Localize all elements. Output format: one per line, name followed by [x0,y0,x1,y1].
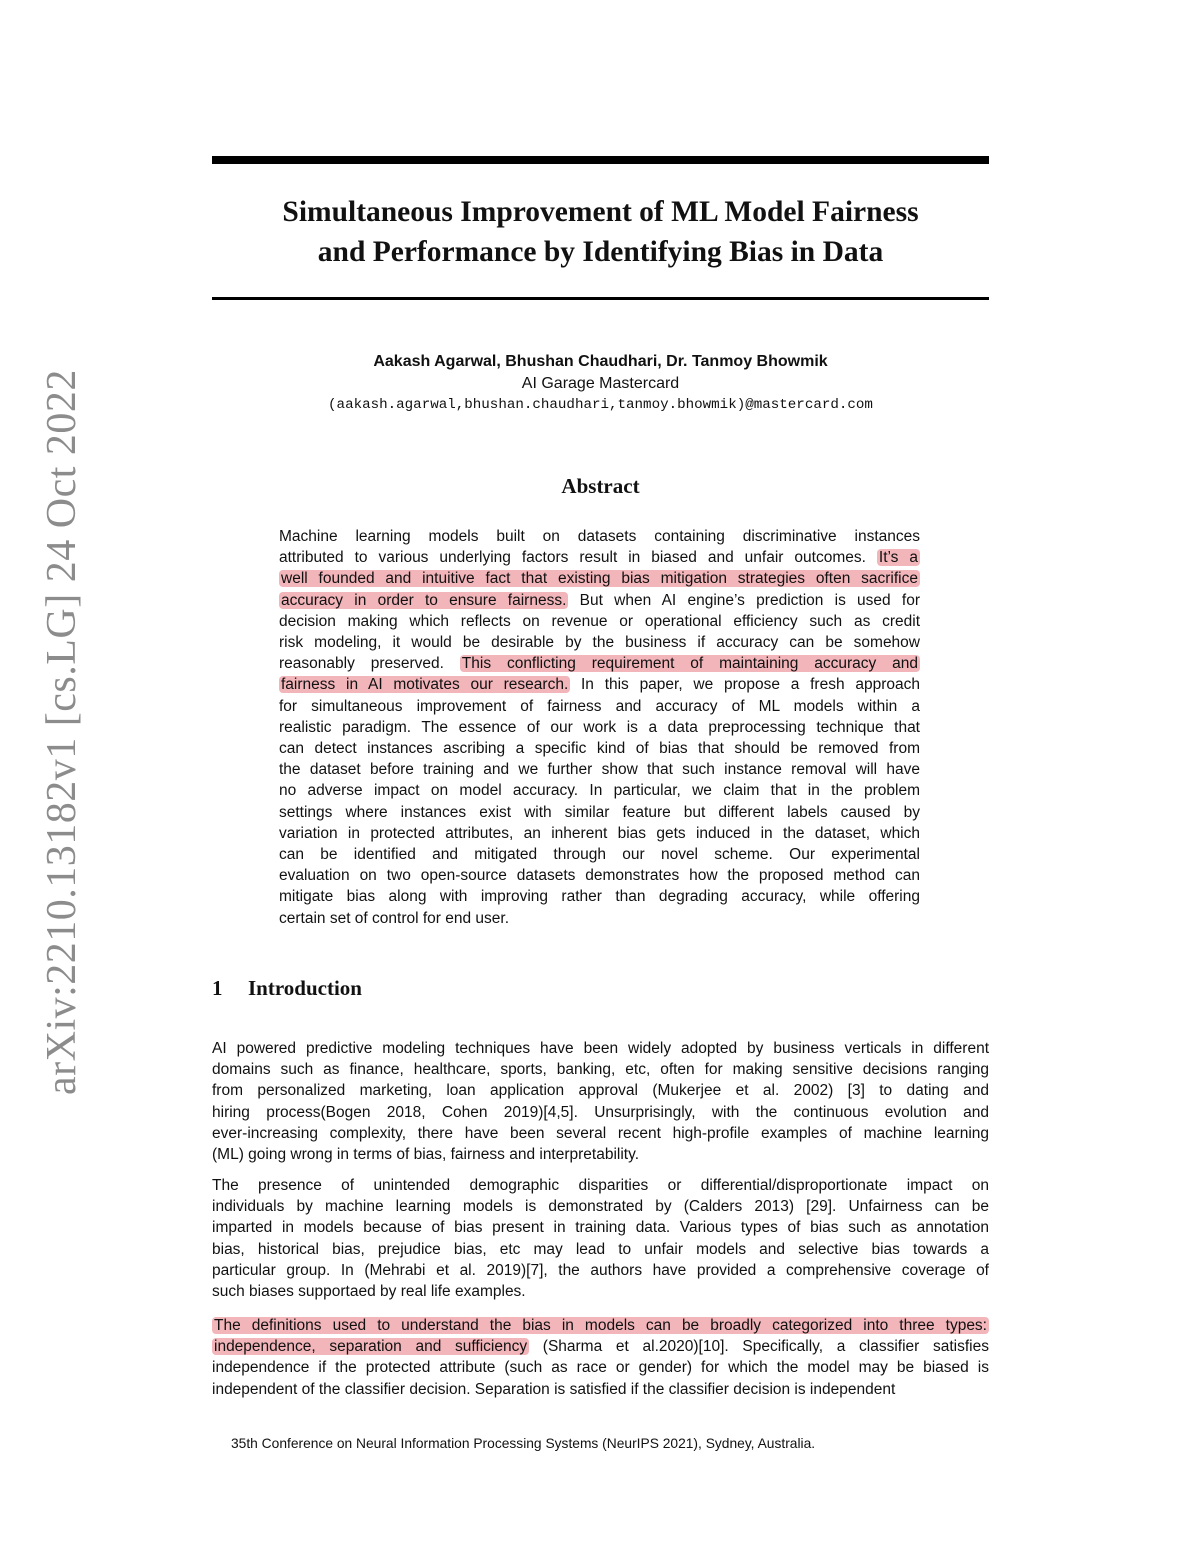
text-segment: from personalized marketing, loan application approval (Mukerjee et al. 2002) [3] to dating and [212,1082,989,1100]
section-title: Introduction [248,976,362,1000]
text-segment: hiring process(Bogen 2018, Cohen 2019)[4,5]. Unsurprisingly, with the continuous evolution and [212,1103,989,1121]
text-segment: mitigate bias along with improving rather than degrading accuracy, while offering [279,888,920,906]
text-segment: no adverse impact on model accuracy. In particular, we claim that in the problem [279,782,920,800]
text-segment: bias, historical bias, prejudice bias, etc may lead to unfair models and selective bias towards a [212,1240,989,1258]
text-line [279,674,920,695]
text-segment: attributed to various underlying factors result in biased and unfair outcomes. [279,549,877,567]
highlighted-text: The definitions used to understand the bias in models can be broadly categorized into three types: [214,1317,987,1334]
text-segment: such biases supportaed by real life examples. [212,1283,526,1301]
text-segment: particular group. In (Mehrabi et al. 2019)[7], the authors have provided a comprehensive coverage of [212,1261,989,1279]
text-segment: (ML) going wrong in terms of bias, fairness and interpretability. [212,1146,640,1164]
text-line [279,908,920,929]
highlighted-text: This conflicting requirement of maintaining accuracy and [461,655,918,673]
text-line [279,547,920,568]
text-line [212,1196,989,1217]
text-line [279,717,920,738]
text-line [279,823,920,844]
author-affiliation: AI Garage Mastercard [521,375,680,392]
text-segment: The presence of unintended demographic disparities or differential/disproportionate impact on [212,1177,989,1194]
text-line [212,1260,989,1281]
text-line [212,1038,989,1059]
text-line [279,590,920,611]
text-segment: imparted in models because of bias present in training data. Various types of bias such as annotation [212,1219,989,1237]
text-segment: domains such as finance, healthcare, sports, banking, etc, often for making sensitive decisions ranging [212,1061,989,1079]
highlighted-text: independence, separation and sufficiency [214,1338,528,1356]
text-line [212,1175,989,1196]
highlighted-text: fairness in AI motivates our research. [281,676,569,694]
text-line [212,1144,989,1165]
text-segment: can be identified and mitigated through our novel scheme. Our experimental [279,846,920,864]
text-line [279,632,920,653]
text-line [212,1217,989,1238]
text-segment: settings where instances exist with similar feature but different labels caused by [279,803,920,821]
abstract-body [279,526,920,929]
text-line [279,696,920,717]
text-line [212,1102,989,1123]
text-line [212,1336,989,1357]
text-line [212,1357,989,1378]
text-segment: reasonably preserved. [279,655,460,673]
text-segment: ever-increasing complexity, there have been several recent high-profile examples of machine learning [212,1124,989,1142]
text-segment: for simultaneous improvement of fairness and accuracy of ML models within a [279,697,920,715]
arxiv-margin-stamp: arXiv:2210.13182v1 [cs.LG] 24 Oct 2022 [39,369,85,1095]
text-line [279,886,920,907]
abstract-heading: Abstract [561,474,640,498]
text-segment: AI powered predictive modeling techniques have been widely adopted by business verticals in different [212,1040,989,1057]
text-segment: independence if the protected attribute (such as race or gender) for which the model may be biased is [212,1359,989,1377]
section-heading-introduction [212,976,362,1001]
text-segment: certain set of control for end user. [279,909,510,927]
text-segment: Machine learning models built on datasets containing discriminative instances [279,528,920,545]
intro-paragraph-1 [212,1038,989,1165]
text-line [212,1281,989,1302]
text-line [212,1379,989,1400]
highlighted-text: well founded and intuitive fact that existing bias mitigation strategies often sacrifice [281,570,918,588]
text-line [279,738,920,759]
text-line [279,611,920,632]
text-line [279,780,920,801]
title-bottom-rule [212,297,989,300]
text-line [279,526,920,547]
title-line-2: and Performance by Identifying Bias in Data [317,236,884,268]
text-segment: the dataset before training and we further show that such instance removal will have [279,761,920,779]
text-segment: In this paper, we propose a fresh approach [570,676,920,694]
text-segment: variation in protected attributes, an inherent bias gets induced in the dataset, which [279,824,920,842]
text-line [212,1080,989,1101]
text-segment: (Sharma et al.2020)[10]. Specifically, a classifier satisfies [529,1338,989,1356]
title-top-rule [212,156,989,164]
intro-paragraph-2 [212,1175,989,1302]
text-line [279,759,920,780]
text-line [212,1239,989,1260]
text-segment: But when AI engine’s prediction is used for [568,591,921,609]
text-segment: risk modeling, it would be desirable by the business if accuracy can be somehow [279,634,920,652]
text-segment: decision making which reflects on revenue or operational efficiency such as credit [279,612,920,630]
text-line [279,844,920,865]
text-line [279,653,920,674]
author-email: (aakash.agarwal,bhushan.chaudhari,tanmoy.bhowmik)@mastercard.com [328,397,873,413]
text-line [212,1123,989,1144]
text-segment: evaluation on two open-source datasets demonstrates how the proposed method can [279,867,920,885]
highlighted-text: accuracy in order to ensure fairness. [281,591,567,609]
text-segment: independent of the classifier decision. Separation is satisfied if the classifier decision is independent [212,1380,896,1398]
text-segment: realistic paradigm. The essence of our work is a data preprocessing technique that [279,718,920,736]
text-segment: individuals by machine learning models is demonstrated by (Calders 2013) [29]. Unfairness can be [212,1198,989,1216]
text-line [212,1315,989,1336]
text-line [279,568,920,589]
conference-footnote: 35th Conference on Neural Information Processing Systems (NeurIPS 2021), Sydney, Australia. [231,1436,816,1451]
text-segment: can detect instances ascribing a specific kind of bias that should be removed from [279,740,920,758]
title-line-1: Simultaneous Improvement of ML Model Fairness [282,196,919,228]
highlighted-text: It’s a [878,549,918,567]
intro-paragraph-3 [212,1315,989,1400]
text-line [279,865,920,886]
section-number: 1 [212,976,223,1000]
paper-title [212,192,989,272]
text-line [212,1059,989,1080]
author-list: Aakash Agarwal, Bhushan Chaudhari, Dr. Tanmoy Bhowmik [373,353,828,370]
text-line [279,802,920,823]
